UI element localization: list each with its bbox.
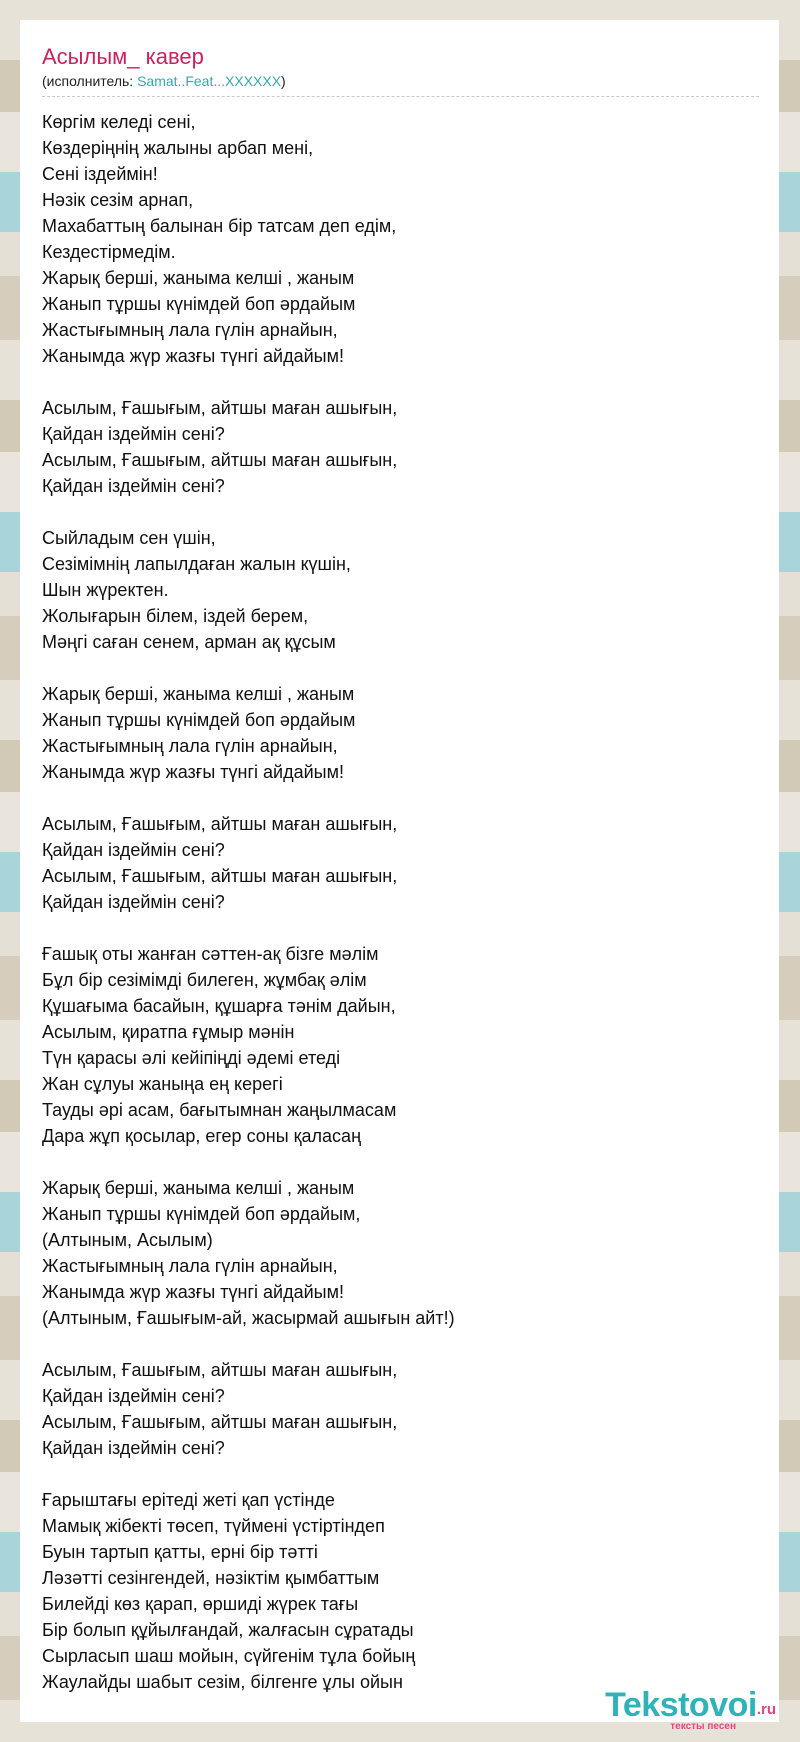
logo-subtitle: тексты песен	[670, 1721, 736, 1732]
lyrics-text: Көргім келеді сені, Көздеріңнің жалыны арбап мені, Сені іздеймін! Нәзік сезім арнап, Махабаттың балынан бір татсам деп едім, Кездестірмедім. Жарық берші, жаныма келші , жаным Жанып тұршы күнімдей боп әрдайым Жастығымның лала гүлін арнайын, Жанымда жүр жазғы түнгі айдайым! Асылым, Ғашығым, айтшы маған ашығын, Қайдан іздеймін сені? Асылым, Ғашығым, айтшы маған ашығын, Қайдан іздеймін сені? Сыйладым сен үшін, Сезімімнің лапылдаған жалын күшін, Шын жүректен. Жолығарын білем, іздей берем, Мәңгі саған сенем, арман ақ құсым Жарық берші, жаныма келші , жаным Жанып тұршы күнімдей боп әрдайым Жастығымның лала гүлін арнайын, Жанымда жүр жазғы түнгі айдайым! Асылым, Ғашығым, айтшы маған ашығын, Қайдан іздеймін сені? Асылым, Ғашығым, айтшы маған ашығын, Қайдан іздеймін сені? Ғашық оты жанған сәттен-ақ бізге мәлім Бұл бір сезімімді билеген, жұмбақ әлім Құшағыма басайын, құшарға тәнім дайын, Асылым, қиратпа ғұмыр мәнін Түн қарасы әлі кейіпіңді әдемі етеді Жан сұлуы жаныңа ең керегі Тауды әрі асам, бағытымнан жаңылмасам Дара жұп қосылар, егер соны қаласаң Жарық берші, жаныма келші , жаным Жанып тұршы күнімдей боп әрдайым, (Алтыным, Асылым) Жастығымның лала гүлін арнайын, Жанымда жүр жазғы түнгі айдайым! (Алтыным, Ғашығым-ай, жасырмай ашығын айт!) Асылым, Ғашығым, айтшы маған ашығын, Қайдан іздеймін сені? Асылым, Ғашығым, айтшы маған ашығын, Қайдан іздеймін сені? Ғарыштағы ерітеді жеті қап үстінде Мамық жібекті төсеп, түймені үстіртіндеп Буын тартып қатты, ерні бір тәтті Ләзәтті сезінгендей, нәзіктім қымбаттым Билейді көз қарап, өршиді жүрек тағы Бір болып құйылғандай, жалғасын сұратады Сырласып шаш мойын, сүйгенім тұла бойың Жаулайды шабыт сезім, білгенге ұлы ойын	[42, 112, 455, 1692]
logo-main: Tekstovoi	[605, 1686, 757, 1724]
song-title: Асылым_ кавер	[42, 44, 204, 69]
lyrics-card	[20, 20, 779, 1722]
performer-link[interactable]: Samat..Feat...XXXXXX	[137, 73, 282, 89]
site-logo[interactable]	[605, 1688, 776, 1732]
logo-tld: .ru	[756, 1701, 776, 1718]
performer-line	[42, 72, 759, 90]
logo-wordmark	[605, 1688, 776, 1722]
header-divider	[42, 96, 759, 97]
performer-prefix: (исполнитель:	[42, 73, 138, 89]
performer-suffix: )	[281, 73, 286, 89]
